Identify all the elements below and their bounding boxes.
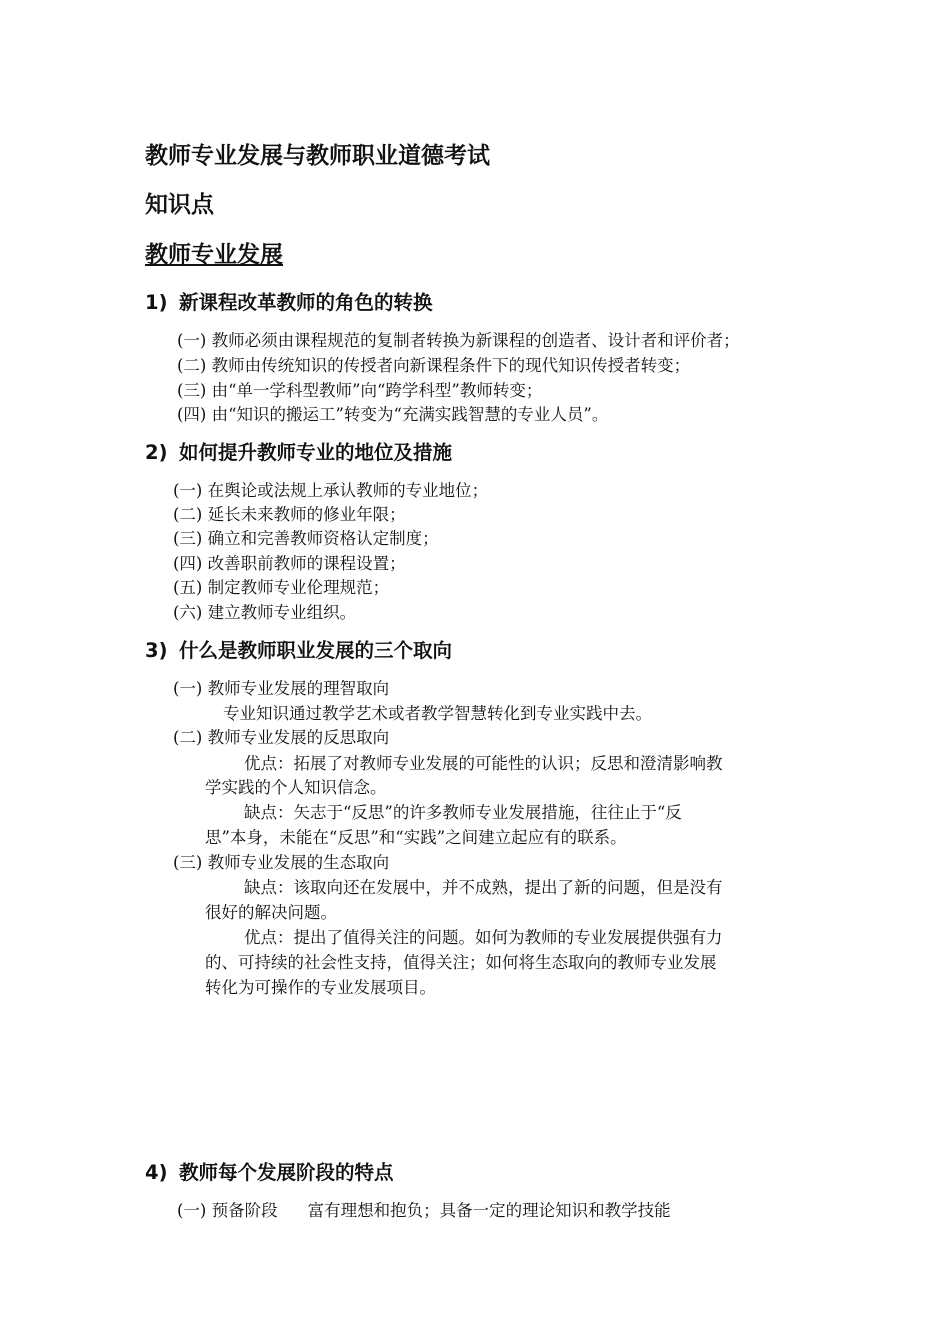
q2-number: 2): [145, 441, 168, 464]
item-marker: (二): [173, 505, 203, 524]
item-marker: (二): [173, 728, 203, 747]
q1-heading-text: 新课程改革教师的角色的转换: [179, 291, 433, 314]
item-text: 教师必须由课程规范的复制者转换为新课程的创造者、设计者和评价者；: [211, 331, 740, 350]
item-text: 教师专业发展的反思取向: [207, 728, 390, 747]
q2-item-4: [173, 550, 406, 574]
section-title: 教师专业发展: [145, 242, 283, 268]
q1-item-2: [177, 352, 690, 376]
q4-number: 4): [145, 1161, 168, 1184]
item-marker: (一): [177, 331, 207, 350]
q3-sub-b: [173, 724, 389, 748]
q4-heading-text: 教师每个发展阶段的特点: [179, 1161, 394, 1184]
item-text: 教师由传统知识的传授者向新课程条件下的现代知识传授者转变；: [211, 356, 691, 375]
item-marker: (三): [173, 529, 203, 548]
item-text: 建立教师专业组织。: [207, 603, 357, 622]
q3-c-advantage-line-2: 的、可持续的社会性支持，值得关注；如何将生态取向的教师专业发展: [205, 953, 717, 972]
stage-description: 富有理想和抱负；具备一定的理论知识和教学技能: [307, 1201, 671, 1220]
document-title: 教师专业发展与教师职业道德考试: [145, 143, 490, 169]
item-text: 改善职前教师的课程设置；: [207, 554, 406, 573]
q2-heading-text: 如何提升教师专业的地位及措施: [179, 441, 453, 464]
item-text: 教师专业发展的理智取向: [207, 679, 390, 698]
item-text: 教师专业发展的生态取向: [207, 853, 390, 872]
item-marker: (六): [173, 603, 203, 622]
q3-c-advantage-line-1: 优点：提出了值得关注的问题。如何为教师的专业发展提供强有力: [244, 928, 723, 947]
item-marker: (三): [177, 381, 207, 400]
q2-item-6: [173, 599, 356, 623]
q1-item-4: [177, 401, 608, 425]
q2-item-1: [173, 477, 488, 501]
q2-item-2: [173, 501, 406, 525]
item-marker: (三): [173, 853, 203, 872]
q1-item-3: [177, 377, 542, 401]
q3-b-disadvantage-line-1: 缺点：矢志于“反思”的许多教师专业发展措施，往往止于“反: [244, 803, 682, 822]
item-text: 确立和完善教师资格认定制度；: [207, 529, 439, 548]
q3-c-disadvantage-line-2: 很好的解决问题。: [205, 903, 337, 922]
item-marker: (一): [173, 679, 203, 698]
stage-name: 预备阶段: [211, 1201, 278, 1220]
item-marker: (一): [177, 1201, 207, 1220]
item-marker: (一): [173, 481, 203, 500]
q3-b-disadvantage-line-2: 思”本身，未能在“反思”和“实践”之间建立起应有的联系。: [205, 828, 627, 847]
q3-b-advantage-line-1: 优点：拓展了对教师专业发展的可能性的认识；反思和澄清影响教: [244, 754, 723, 773]
q3-c-advantage-line-3: 转化为可操作的专业发展项目。: [205, 978, 436, 997]
q4-heading: [145, 1157, 394, 1185]
item-marker: (五): [173, 578, 203, 597]
item-text: 制定教师专业伦理规范；: [207, 578, 390, 597]
q3-b-advantage-line-2: 学实践的个人知识信念。: [205, 778, 387, 797]
item-marker: (四): [173, 554, 203, 573]
document-subtitle: 知识点: [145, 192, 214, 218]
q1-heading: [145, 287, 433, 315]
item-text: 在舆论或法规上承认教师的专业地位；: [207, 481, 489, 500]
q3-heading: [145, 635, 452, 663]
q3-a-body: 专业知识通过教学艺术或者教学智慧转化到专业实践中去。: [223, 704, 652, 723]
item-marker: (四): [177, 405, 207, 424]
q2-item-5: [173, 574, 389, 598]
q3-heading-text: 什么是教师职业发展的三个取向: [179, 639, 453, 662]
q1-item-1: [177, 327, 740, 351]
item-text: 延长未来教师的修业年限；: [207, 505, 406, 524]
q2-item-3: [173, 525, 439, 549]
q4-item-1: [177, 1197, 671, 1221]
item-text: 由“知识的搬运工”转变为“充满实践智慧的专业人员”。: [211, 405, 609, 424]
q3-sub-a: [173, 675, 389, 699]
q3-sub-c: [173, 849, 389, 873]
q2-heading: [145, 437, 452, 465]
item-marker: (二): [177, 356, 207, 375]
item-text: 由“单一学科型教师”向“跨学科型”教师转变；: [211, 381, 543, 400]
q3-c-disadvantage-line-1: 缺点：该取向还在发展中，并不成熟，提出了新的问题，但是没有: [244, 878, 723, 897]
q3-number: 3): [145, 639, 168, 662]
q1-number: 1): [145, 291, 168, 314]
